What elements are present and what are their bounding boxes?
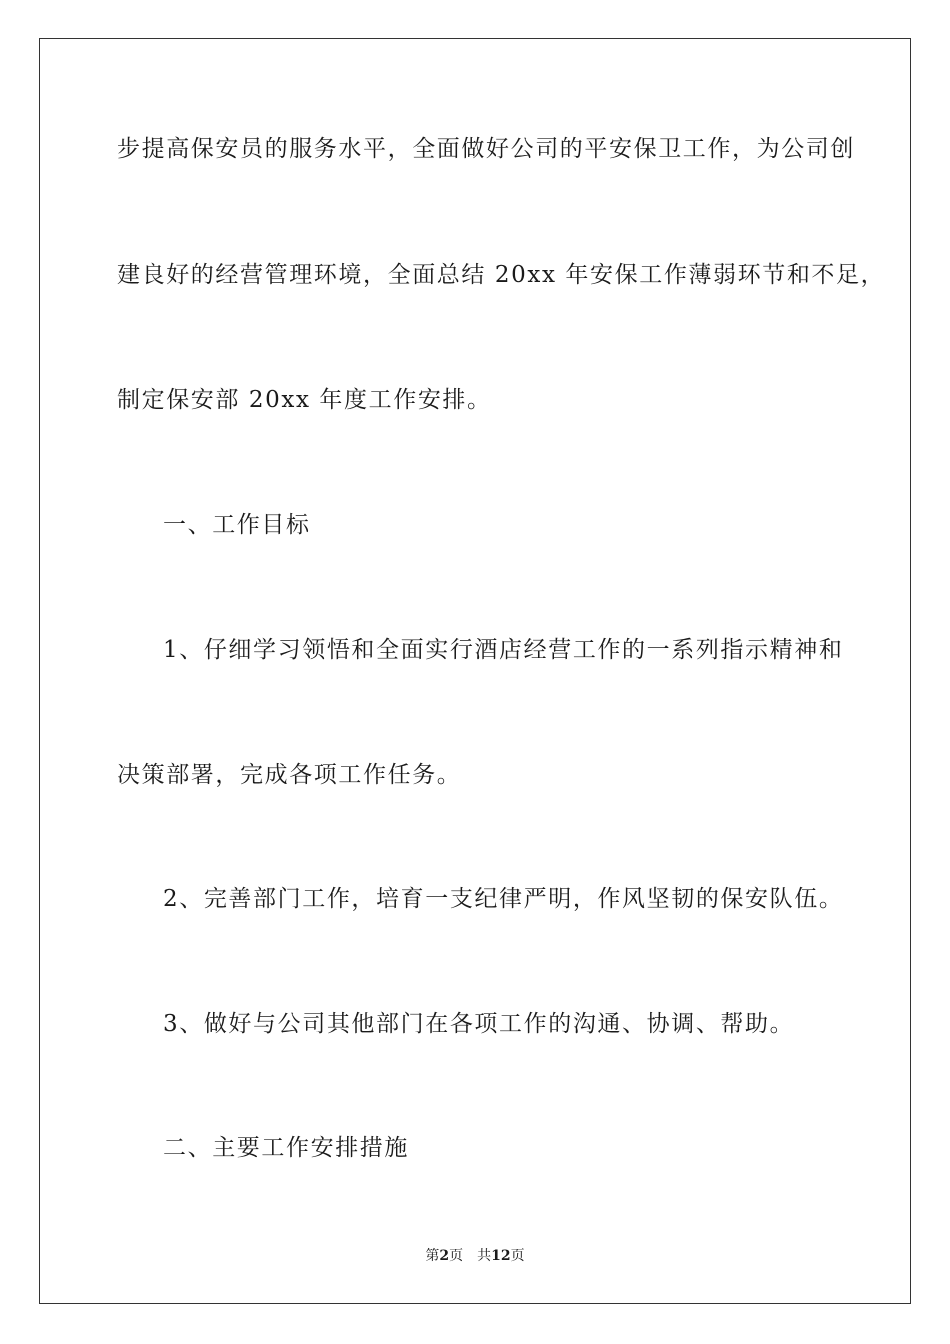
total-prefix: 共 [477, 1248, 492, 1264]
section-heading: 一、工作目标 [163, 512, 311, 538]
paragraph-line: 建良好的经营管理环境，全面总结 20xx 年安保工作薄弱环节和不足， [117, 262, 886, 288]
paragraph-line: 步提高保安员的服务水平，全面做好公司的平安保卫工作，为公司创 [117, 136, 855, 162]
page-border [39, 38, 911, 1304]
page-suffix: 页 [449, 1248, 464, 1264]
page-footer [0, 1246, 950, 1266]
list-item-line: 1、仔细学习领悟和全面实行酒店经营工作的一系列指示精神和 [163, 637, 844, 663]
total-pages: 12 [491, 1248, 511, 1264]
paragraph-line: 制定保安部 20xx 年度工作安排。 [117, 387, 492, 413]
list-item-line: 3、做好与公司其他部门在各项工作的沟通、协调、帮助。 [163, 1011, 795, 1037]
section-heading: 二、主要工作安排措施 [163, 1135, 409, 1161]
page-prefix: 第 [425, 1248, 440, 1264]
list-item-line: 2、完善部门工作，培育一支纪律严明，作风坚韧的保安队伍。 [163, 886, 844, 912]
total-suffix: 页 [510, 1248, 525, 1264]
list-item-line: 决策部署，完成各项工作任务。 [117, 762, 462, 788]
page-number: 2 [439, 1248, 450, 1264]
